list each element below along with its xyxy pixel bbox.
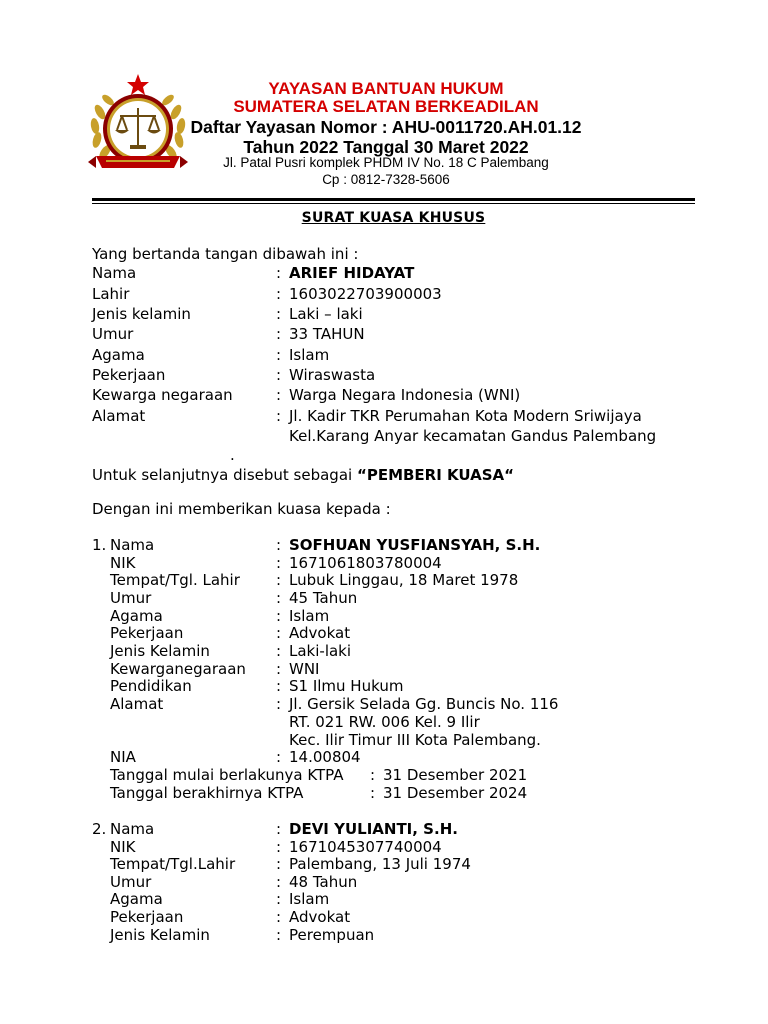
- field-value: SOFHUAN YUSFIANSYAH, S.H.: [289, 536, 541, 554]
- attorney-1-row-occupation: [0, 625, 768, 643]
- field-separator: :: [276, 695, 282, 713]
- field-value: Islam: [289, 346, 330, 364]
- field-value: Warga Negara Indonesia (WNI): [289, 386, 521, 404]
- field-separator: :: [276, 346, 282, 364]
- grantor-row-address: [0, 407, 768, 427]
- grantor-clause: [92, 466, 514, 484]
- field-separator: :: [276, 285, 282, 303]
- field-value: 48 Tahun: [289, 873, 358, 891]
- attorney-2-row-birth: [0, 856, 768, 874]
- field-value: DEVI YULIANTI, S.H.: [289, 820, 458, 838]
- field-label: Nama: [110, 536, 155, 554]
- field-separator: :: [276, 642, 282, 660]
- field-value: 31 Desember 2021: [383, 766, 528, 784]
- field-label: Agama: [110, 607, 163, 625]
- field-value: 1671045307740004: [289, 838, 442, 856]
- field-value: 31 Desember 2024: [383, 784, 528, 802]
- field-label: Pekerjaan: [92, 366, 166, 384]
- field-label: Umur: [110, 873, 152, 891]
- attorney-number: 1.: [92, 536, 107, 554]
- grantor-row-birth: [0, 285, 768, 305]
- field-value: 45 Tahun: [289, 589, 358, 607]
- letterhead-divider-thin: [92, 203, 695, 204]
- grantor-clause-prefix: Untuk selanjutnya disebut sebagai: [92, 466, 357, 484]
- document-title-text: SURAT KUASA KHUSUS: [301, 210, 486, 226]
- field-separator: :: [276, 820, 282, 838]
- attorney-1-row-address: [0, 696, 768, 714]
- field-label: Umur: [110, 589, 152, 607]
- field-separator: :: [276, 624, 282, 642]
- field-separator: :: [276, 607, 282, 625]
- field-label: Agama: [92, 346, 145, 364]
- attorney-1-row-birth: [0, 572, 768, 590]
- org-name-line-1: YAYASAN BANTUAN HUKUM: [268, 79, 504, 98]
- field-separator: :: [276, 926, 282, 944]
- field-label: NIK: [110, 838, 136, 856]
- letterhead-phone: Cp : 0812-7328-5606: [322, 172, 450, 187]
- foundation-logo-icon: [86, 72, 190, 180]
- field-separator: :: [276, 554, 282, 572]
- field-value: S1 Ilmu Hukum: [289, 677, 404, 695]
- grant-intro: Dengan ini memberikan kuasa kepada :: [92, 500, 391, 518]
- grantor-address-line-2: Kel.Karang Anyar kecamatan Gandus Palembang: [289, 427, 657, 445]
- field-label: Lahir: [92, 285, 130, 303]
- field-label: Tempat/Tgl. Lahir: [110, 571, 240, 589]
- field-label: Tempat/Tgl.Lahir: [110, 855, 236, 873]
- field-label: Jenis kelamin: [92, 305, 191, 323]
- attorney-number: 2.: [92, 820, 107, 838]
- attorney-1-row-ktpa-end: [0, 785, 768, 803]
- field-label: Pendidikan: [110, 677, 192, 695]
- field-label: Umur: [92, 325, 134, 343]
- field-separator: :: [276, 890, 282, 908]
- attorney-2-row-religion: [0, 891, 768, 909]
- field-value: Lubuk Linggau, 18 Maret 1978: [289, 571, 519, 589]
- field-separator: :: [276, 838, 282, 856]
- field-label: NIA: [110, 748, 136, 766]
- grantor-clause-term: “PEMBERI KUASA“: [356, 466, 514, 484]
- field-separator: :: [370, 766, 376, 784]
- field-label: Jenis Kelamin: [110, 642, 210, 660]
- field-value: 33 TAHUN: [289, 325, 365, 343]
- attorney-1-row-name: [0, 537, 768, 555]
- attorney-2-row-occupation: [0, 909, 768, 927]
- field-label: Nama: [110, 820, 155, 838]
- field-separator: :: [276, 677, 282, 695]
- registration-number: Daftar Yayasan Nomor : AHU-0011720.AH.01.12: [190, 117, 582, 137]
- field-label: Kewarga negaraan: [92, 386, 233, 404]
- field-value: 14.00804: [289, 748, 361, 766]
- field-separator: :: [276, 536, 282, 554]
- attorney-1-row-nia: [0, 749, 768, 767]
- grantor-row-occupation: [0, 366, 768, 386]
- registration-date: Tahun 2022 Tanggal 30 Maret 2022: [243, 137, 529, 157]
- field-separator: :: [276, 366, 282, 384]
- field-label: Agama: [110, 890, 163, 908]
- field-separator: :: [276, 660, 282, 678]
- field-value: Advokat: [289, 908, 351, 926]
- field-label: Pekerjaan: [110, 908, 184, 926]
- field-separator: :: [276, 386, 282, 404]
- grantor-row-name: [0, 264, 768, 284]
- field-value: Wiraswasta: [289, 366, 376, 384]
- field-label: Tanggal mulai berlakunya KTPA: [110, 766, 344, 784]
- field-value: WNI: [289, 660, 320, 678]
- intro-text: Yang bertanda tangan dibawah ini :: [92, 245, 359, 263]
- field-value: Perempuan: [289, 926, 375, 944]
- field-separator: :: [276, 589, 282, 607]
- field-separator: :: [276, 908, 282, 926]
- letterhead-divider-thick: [92, 198, 695, 201]
- grantor-row-nationality: [0, 386, 768, 406]
- field-value: Jl. Gersik Selada Gg. Buncis No. 116: [289, 695, 559, 713]
- grantor-row-religion: [0, 346, 768, 366]
- field-separator: :: [276, 571, 282, 589]
- letterhead-address: Jl. Patal Pusri komplek PHDM IV No. 18 C Palembang: [223, 155, 549, 170]
- attorney-1-row-gender: [0, 643, 768, 661]
- field-label: Nama: [92, 264, 137, 282]
- field-value: Laki – laki: [289, 305, 363, 323]
- field-separator: :: [276, 264, 282, 282]
- field-label: Pekerjaan: [110, 624, 184, 642]
- field-label: Jenis Kelamin: [110, 926, 210, 944]
- attorney-2-row-name: [0, 821, 768, 839]
- field-label: NIK: [110, 554, 136, 572]
- attorney-1-row-age: [0, 590, 768, 608]
- field-label: Tanggal berakhirnya KTPA: [110, 784, 304, 802]
- field-separator: :: [276, 407, 282, 425]
- field-separator: :: [276, 305, 282, 323]
- field-separator: :: [276, 873, 282, 891]
- field-separator: :: [276, 855, 282, 873]
- field-value: ARIEF HIDAYAT: [289, 264, 415, 282]
- attorney-1-row-education: [0, 678, 768, 696]
- attorney-1-row-ktpa-start: [0, 767, 768, 785]
- attorney-1-address-line-2: RT. 021 RW. 006 Kel. 9 Ilir: [289, 713, 480, 731]
- field-value: Islam: [289, 890, 330, 908]
- field-value: 1671061803780004: [289, 554, 442, 572]
- field-separator: :: [276, 325, 282, 343]
- field-label: Alamat: [110, 695, 164, 713]
- field-label: Kewarganegaraan: [110, 660, 246, 678]
- stray-dot: .: [230, 446, 235, 464]
- grantor-row-gender: [0, 305, 768, 325]
- field-value: 1603022703900003: [289, 285, 442, 303]
- document-title: [92, 210, 695, 226]
- grantor-row-age: [0, 325, 768, 345]
- attorney-2-row-gender: [0, 927, 768, 945]
- field-value: Palembang, 13 Juli 1974: [289, 855, 471, 873]
- field-separator: :: [370, 784, 376, 802]
- org-name-line-2: SUMATERA SELATAN BERKEADILAN: [233, 97, 539, 116]
- field-value: Jl. Kadir TKR Perumahan Kota Modern Sriwijaya: [289, 407, 642, 425]
- field-separator: :: [276, 748, 282, 766]
- field-value: Islam: [289, 607, 330, 625]
- field-value: Advokat: [289, 624, 351, 642]
- attorney-1-address-line-3: Kec. Ilir Timur III Kota Palembang.: [289, 731, 541, 749]
- field-label: Alamat: [92, 407, 146, 425]
- field-value: Laki-laki: [289, 642, 352, 660]
